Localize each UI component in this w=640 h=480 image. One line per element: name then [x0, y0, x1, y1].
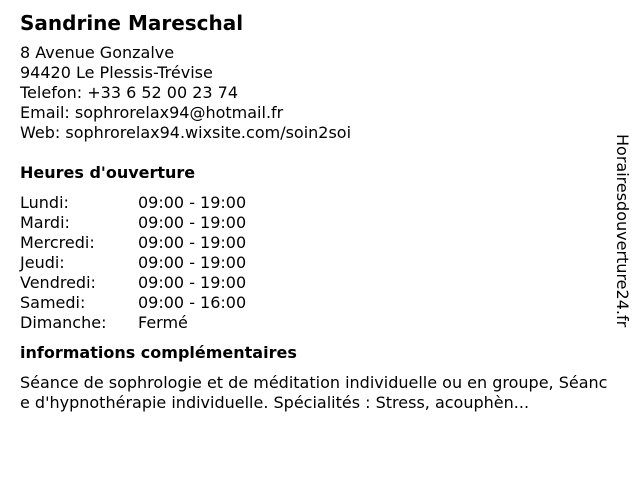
hours-row-saturday	[20, 293, 246, 313]
hours-row-thursday	[20, 253, 246, 273]
website-line: Web: sophrorelax94.wixsite.com/soin2soi	[20, 123, 352, 142]
business-name: Sandrine Mareschal	[20, 11, 244, 35]
hours-row-friday	[20, 273, 246, 293]
time-value: Fermé	[138, 313, 188, 332]
day-label: Vendredi:	[20, 273, 96, 292]
time-value: 09:00 - 19:00	[138, 233, 247, 252]
address-city: 94420 Le Plessis-Trévise	[20, 63, 213, 82]
hours-row-tuesday	[20, 213, 246, 233]
time-value: 09:00 - 19:00	[138, 273, 247, 292]
additional-info-heading: informations complémentaires	[20, 343, 297, 362]
time-value: 09:00 - 16:00	[138, 293, 247, 312]
day-label: Mercredi:	[20, 233, 95, 252]
additional-info-text: Séance de sophrologie et de méditation individuelle ou en groupe, Séance d'hypnothérapie individuelle. Spécialités : Stress, acouphèn...	[20, 373, 608, 412]
day-label: Lundi:	[20, 193, 69, 212]
site-watermark: Horairesdouverture24.fr	[613, 134, 632, 328]
day-label: Samedi:	[20, 293, 86, 312]
day-label: Jeudi:	[20, 253, 65, 272]
hours-row-monday	[20, 193, 246, 213]
address-street: 8 Avenue Gonzalve	[20, 43, 175, 62]
time-value: 09:00 - 19:00	[138, 193, 247, 212]
business-card	[20, 9, 610, 413]
phone-line: Telefon: +33 6 52 00 23 74	[20, 83, 239, 102]
email-line: Email: sophrorelax94@hotmail.fr	[20, 103, 284, 122]
day-label: Mardi:	[20, 213, 70, 232]
opening-hours-heading: Heures d'ouverture	[20, 163, 196, 182]
hours-row-sunday	[20, 313, 246, 333]
opening-hours-table	[20, 193, 246, 333]
hours-row-wednesday	[20, 233, 246, 253]
time-value: 09:00 - 19:00	[138, 213, 247, 232]
day-label: Dimanche:	[20, 313, 107, 332]
time-value: 09:00 - 19:00	[138, 253, 247, 272]
